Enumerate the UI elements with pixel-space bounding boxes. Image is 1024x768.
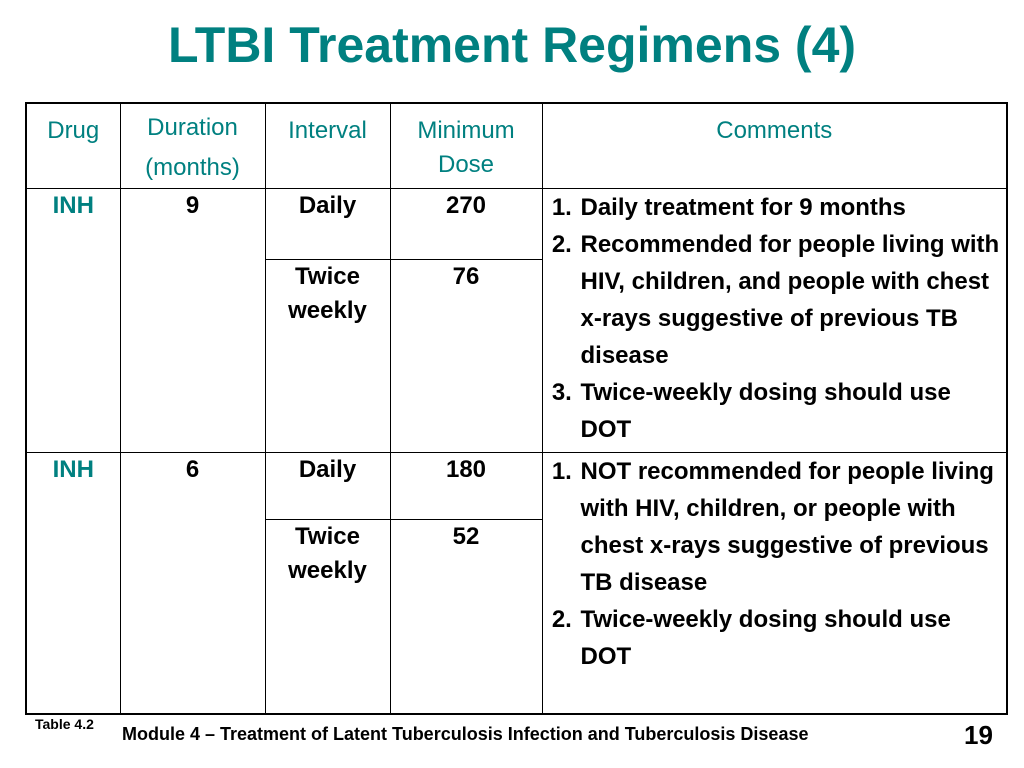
header-interval: Interval (265, 103, 390, 189)
interval-line1: Twice (295, 523, 360, 550)
header-minimum-dose (390, 103, 542, 189)
comments-cell (542, 453, 1007, 714)
interval-cell (265, 260, 390, 453)
comment-item: 1. NOT recommended for people living with HIV, children, or people with chest x-rays suggestive of previous TB disease (579, 453, 1007, 601)
dose-cell: 270 (390, 189, 542, 260)
header-duration-line1: Duration (147, 114, 238, 141)
regimens-table (25, 102, 1008, 715)
comments-list (543, 189, 1007, 448)
interval-line2: weekly (288, 557, 367, 584)
dose-cell: 180 (390, 453, 542, 520)
drug-cell: INH (26, 189, 120, 453)
comments-cell (542, 189, 1007, 453)
header-duration-line2: (months) (145, 154, 240, 181)
interval-cell: Daily (265, 453, 390, 520)
slide-title: LTBI Treatment Regimens (4) (167, 17, 857, 73)
comments-list (543, 453, 1007, 675)
table-row (26, 453, 1007, 520)
header-row (26, 103, 1007, 189)
dose-cell: 76 (390, 260, 542, 453)
duration-cell: 9 (120, 189, 265, 453)
comment-item: 2. Recommended for people living with HIV, children, and people with chest x-rays suggestive of previous TB disease (579, 226, 1007, 374)
drug-cell: INH (26, 453, 120, 714)
duration-cell: 6 (120, 453, 265, 714)
header-comments: Comments (542, 103, 1007, 189)
table-row (26, 189, 1007, 260)
comment-item: 2. Twice-weekly dosing should use DOT (579, 601, 1007, 675)
dose-cell: 52 (390, 520, 542, 714)
comment-item: 3. Twice-weekly dosing should use DOT (579, 374, 1007, 448)
page-number: 19 (964, 720, 993, 750)
header-min-dose-line2: Dose (437, 151, 495, 178)
interval-line1: Twice (295, 263, 360, 290)
header-duration (120, 103, 265, 189)
header-drug: Drug (26, 103, 120, 189)
interval-line2: weekly (288, 297, 367, 324)
table-label: Table 4.2 (35, 716, 94, 732)
comment-item: 1. Daily treatment for 9 months (579, 189, 1007, 226)
interval-cell: Daily (265, 189, 390, 260)
footer-text: Module 4 – Treatment of Latent Tuberculosis Infection and Tuberculosis Disease (122, 724, 809, 744)
header-min-dose-line1: Minimum (417, 117, 515, 144)
interval-cell (265, 520, 390, 714)
